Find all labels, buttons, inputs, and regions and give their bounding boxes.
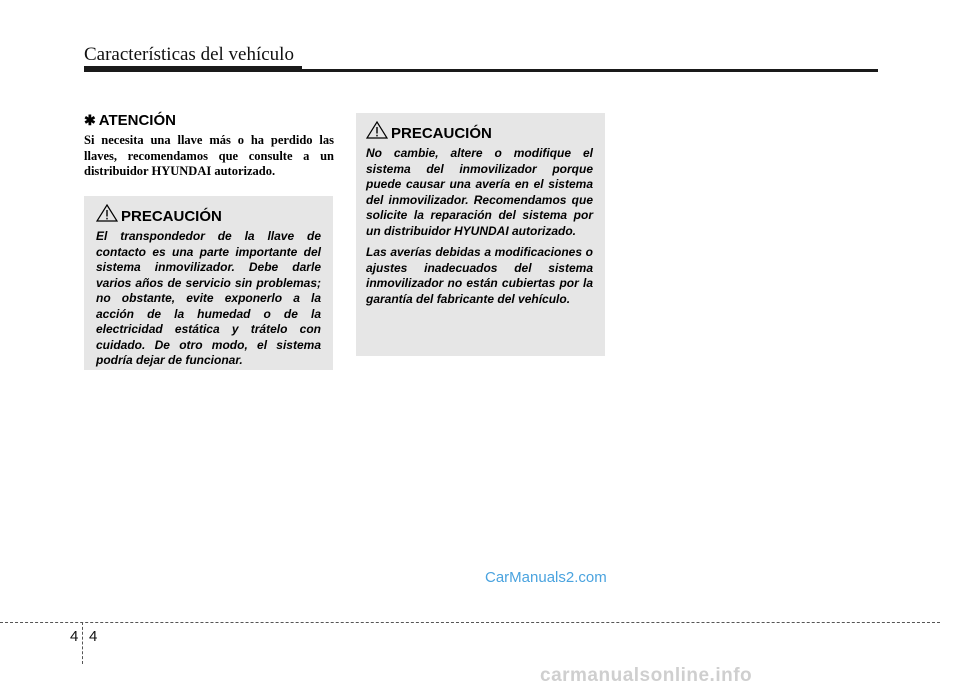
carmanuals-watermark: CarManuals2.com	[485, 569, 607, 586]
attention-title: ATENCIÓN	[98, 112, 176, 129]
caution-paragraph: El transpondedor de la llave de contacto es una parte importante del sistema inmovilizador. Debe darle varios años de servicio sin problemas; no obstante, evite exponerlo a la acción de la humedad o de la electricidad estática y trátelo con cuidado. De otro modo, el sistema podría dejar de funcionar.	[96, 229, 321, 367]
caution-title: PRECAUCIÓN	[391, 125, 492, 142]
caution-heading	[366, 121, 593, 142]
attention-body: Si necesita una llave más o ha perdido las llaves, recomendamos que consulte a un distribuidor HYUNDAI autorizado.	[84, 133, 334, 178]
caution-title: PRECAUCIÓN	[121, 208, 222, 225]
attention-heading	[84, 112, 334, 129]
page-header-title: Características del vehículo	[84, 44, 294, 65]
footer-dashed-rule	[0, 622, 940, 623]
header-rule	[84, 69, 878, 72]
caution-paragraph: Las averías debidas a modificaciones o ajustes inadecuados del sistema inmovilizador no están cubiertas por la garantía del fabricante del vehículo.	[366, 245, 593, 306]
page-number: 4	[89, 628, 98, 645]
footer-dashed-divider	[82, 622, 83, 664]
site-watermark: carmanualsonline.info	[540, 665, 753, 686]
caution-box-immobilizer	[356, 113, 605, 356]
caution-heading	[96, 204, 321, 225]
attention-note	[84, 112, 334, 180]
caution-box-transponder	[84, 196, 333, 370]
caution-paragraph: No cambie, altere o modifique el sistema del inmovilizador porque puede causar una avería en el sistema del inmovilizador. Recomendamos que solicite la reparación del sistema por un distribuidor HYUNDAI autorizado.	[366, 146, 593, 238]
warning-triangle-icon	[96, 204, 118, 222]
warning-triangle-icon	[366, 121, 388, 139]
section-number: 4	[70, 628, 79, 645]
asterisk-icon: ✱	[84, 112, 96, 128]
